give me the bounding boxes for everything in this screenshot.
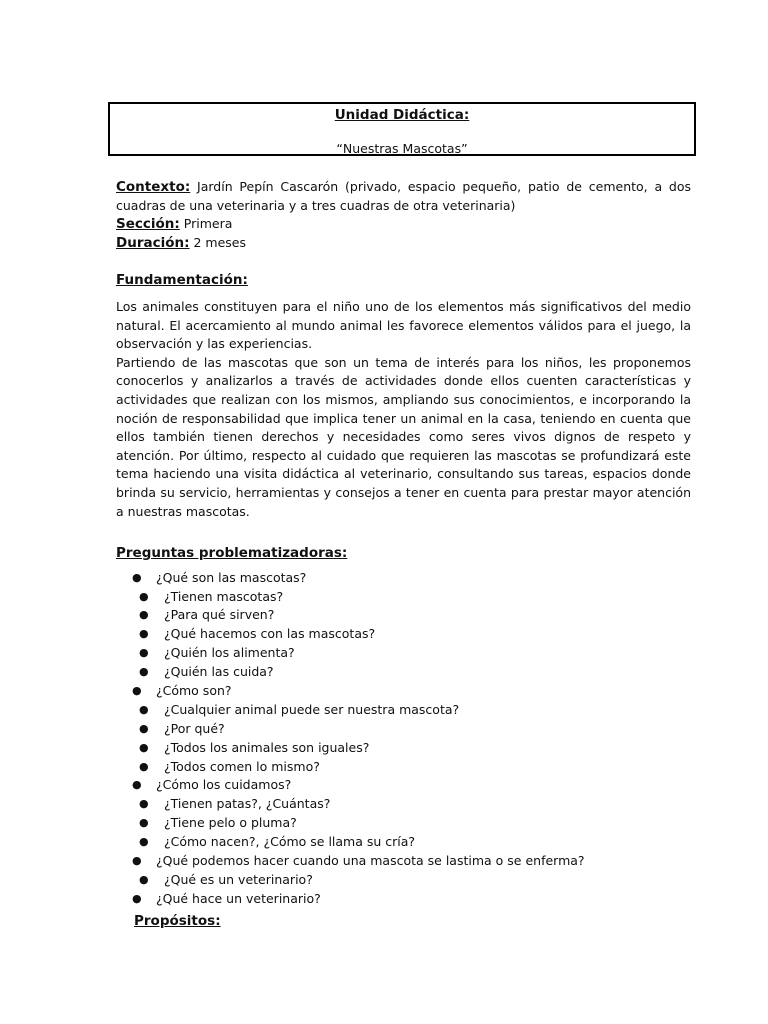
question-text: ¿Cómo los cuidamos? [156, 777, 292, 793]
list-item [116, 739, 691, 758]
list-item [116, 644, 691, 663]
bullet-icon: ● [139, 816, 149, 830]
bullet-icon: ● [139, 665, 149, 679]
question-text: ¿Cualquier animal puede ser nuestra mascota? [164, 701, 460, 717]
bullet-icon: ● [139, 608, 149, 622]
question-text: ¿Qué es un veterinario? [164, 871, 313, 887]
list-item [116, 852, 691, 871]
question-text: ¿Tienen patas?, ¿Cuántas? [164, 796, 331, 812]
bullet-icon: ● [139, 759, 149, 773]
list-item [116, 795, 691, 814]
bullet-icon: ● [139, 627, 149, 641]
section-line [116, 215, 691, 234]
fundamentacion-paragraph-1: Los animales constituyen para el niño uno de los elementos más significativos del medio natural. El acercamiento al mundo animal les favorece elementos válidos para el juego, la observación y las experiencias. [116, 298, 691, 352]
bullet-icon: ● [139, 872, 149, 886]
list-item [116, 720, 691, 739]
question-text: ¿Qué hace un veterinario? [156, 890, 321, 906]
list-item [116, 833, 691, 852]
question-text: ¿Tienen mascotas? [164, 588, 284, 604]
question-text: ¿Qué hacemos con las mascotas? [164, 626, 376, 642]
list-item [116, 890, 691, 909]
bullet-icon: ● [132, 854, 142, 868]
question-text: ¿Qué son las mascotas? [156, 569, 307, 585]
question-text: ¿Por qué? [164, 720, 225, 736]
fundamentacion-heading: Fundamentación: [116, 272, 248, 289]
question-text: ¿Quién las cuida? [164, 664, 274, 680]
section-label: Sección: [116, 216, 180, 233]
duration-line [116, 234, 691, 253]
question-text: ¿Cómo nacen?, ¿Cómo se llama su cría? [164, 834, 416, 850]
list-item [116, 569, 691, 588]
bullet-icon: ● [132, 891, 142, 905]
title-box [108, 102, 696, 156]
context-label: Contexto: [116, 179, 191, 195]
duration-value: 2 meses [189, 234, 246, 250]
bullet-icon: ● [139, 646, 149, 660]
bullet-icon: ● [139, 589, 149, 603]
question-text: ¿Cómo son? [156, 683, 232, 699]
list-item [116, 606, 691, 625]
question-text: ¿Para qué sirven? [164, 607, 275, 623]
bullet-icon: ● [139, 835, 149, 849]
bullet-icon: ● [132, 778, 142, 792]
question-text: ¿Todos los animales son iguales? [164, 739, 370, 755]
list-item [116, 758, 691, 777]
list-item [116, 682, 691, 701]
list-item [116, 701, 691, 720]
questions-list [116, 569, 691, 909]
bullet-icon: ● [139, 721, 149, 735]
section-value: Primera [179, 216, 233, 232]
context-text: Jardín Pepín Cascarón (privado, espacio pequeño, patio de cemento, a dos cuadras de una veterinaria y a tres cuadras de otra veterinaria) [116, 179, 691, 213]
fundamentacion-paragraph-2: Partiendo de las mascotas que son un tema de interés para los niños, les proponemos conocerlos y analizarlos a través de actividades donde ellos cuenten características y actividades que realizan con los mismos, ampliando sus conocimientos, e incorporando la noción de responsabilidad que implica tener un animal en la casa, teniendo en cuenta que ellos también tienen derechos y necesidades como seres vivos dignos de respeto y atención. Por último, respecto al cuidado que requieren las mascotas se profundizará este tema haciendo una visita didáctica al veterinario, consultando sus tareas, espacios donde brinda su servicio, herramientas y consejos a tener en cuenta para prestar mayor atención a nuestras mascotas. [116, 354, 691, 519]
list-item [116, 814, 691, 833]
list-item [116, 776, 691, 795]
bullet-icon: ● [139, 702, 149, 716]
list-item [116, 625, 691, 644]
bullet-icon: ● [139, 740, 149, 754]
bullet-icon: ● [132, 684, 142, 698]
propositos-heading: Propósitos: [134, 913, 221, 929]
duration-label: Duración: [116, 234, 190, 251]
question-text: ¿Todos comen lo mismo? [164, 758, 320, 774]
document-title: Unidad Didáctica: [334, 107, 470, 123]
question-text: ¿Qué podemos hacer cuando una mascota se lastima o se enferma? [156, 853, 585, 869]
bullet-icon: ● [132, 570, 142, 584]
list-item [116, 663, 691, 682]
context-line [116, 178, 691, 215]
document-subtitle: “Nuestras Mascotas” [336, 141, 468, 156]
bullet-icon: ● [139, 797, 149, 811]
list-item [116, 588, 691, 607]
preguntas-heading: Preguntas problematizadoras: [116, 545, 348, 562]
list-item [116, 871, 691, 890]
document-body [116, 178, 691, 909]
question-text: ¿Quién los alimenta? [164, 645, 295, 661]
question-text: ¿Tiene pelo o pluma? [164, 815, 297, 831]
